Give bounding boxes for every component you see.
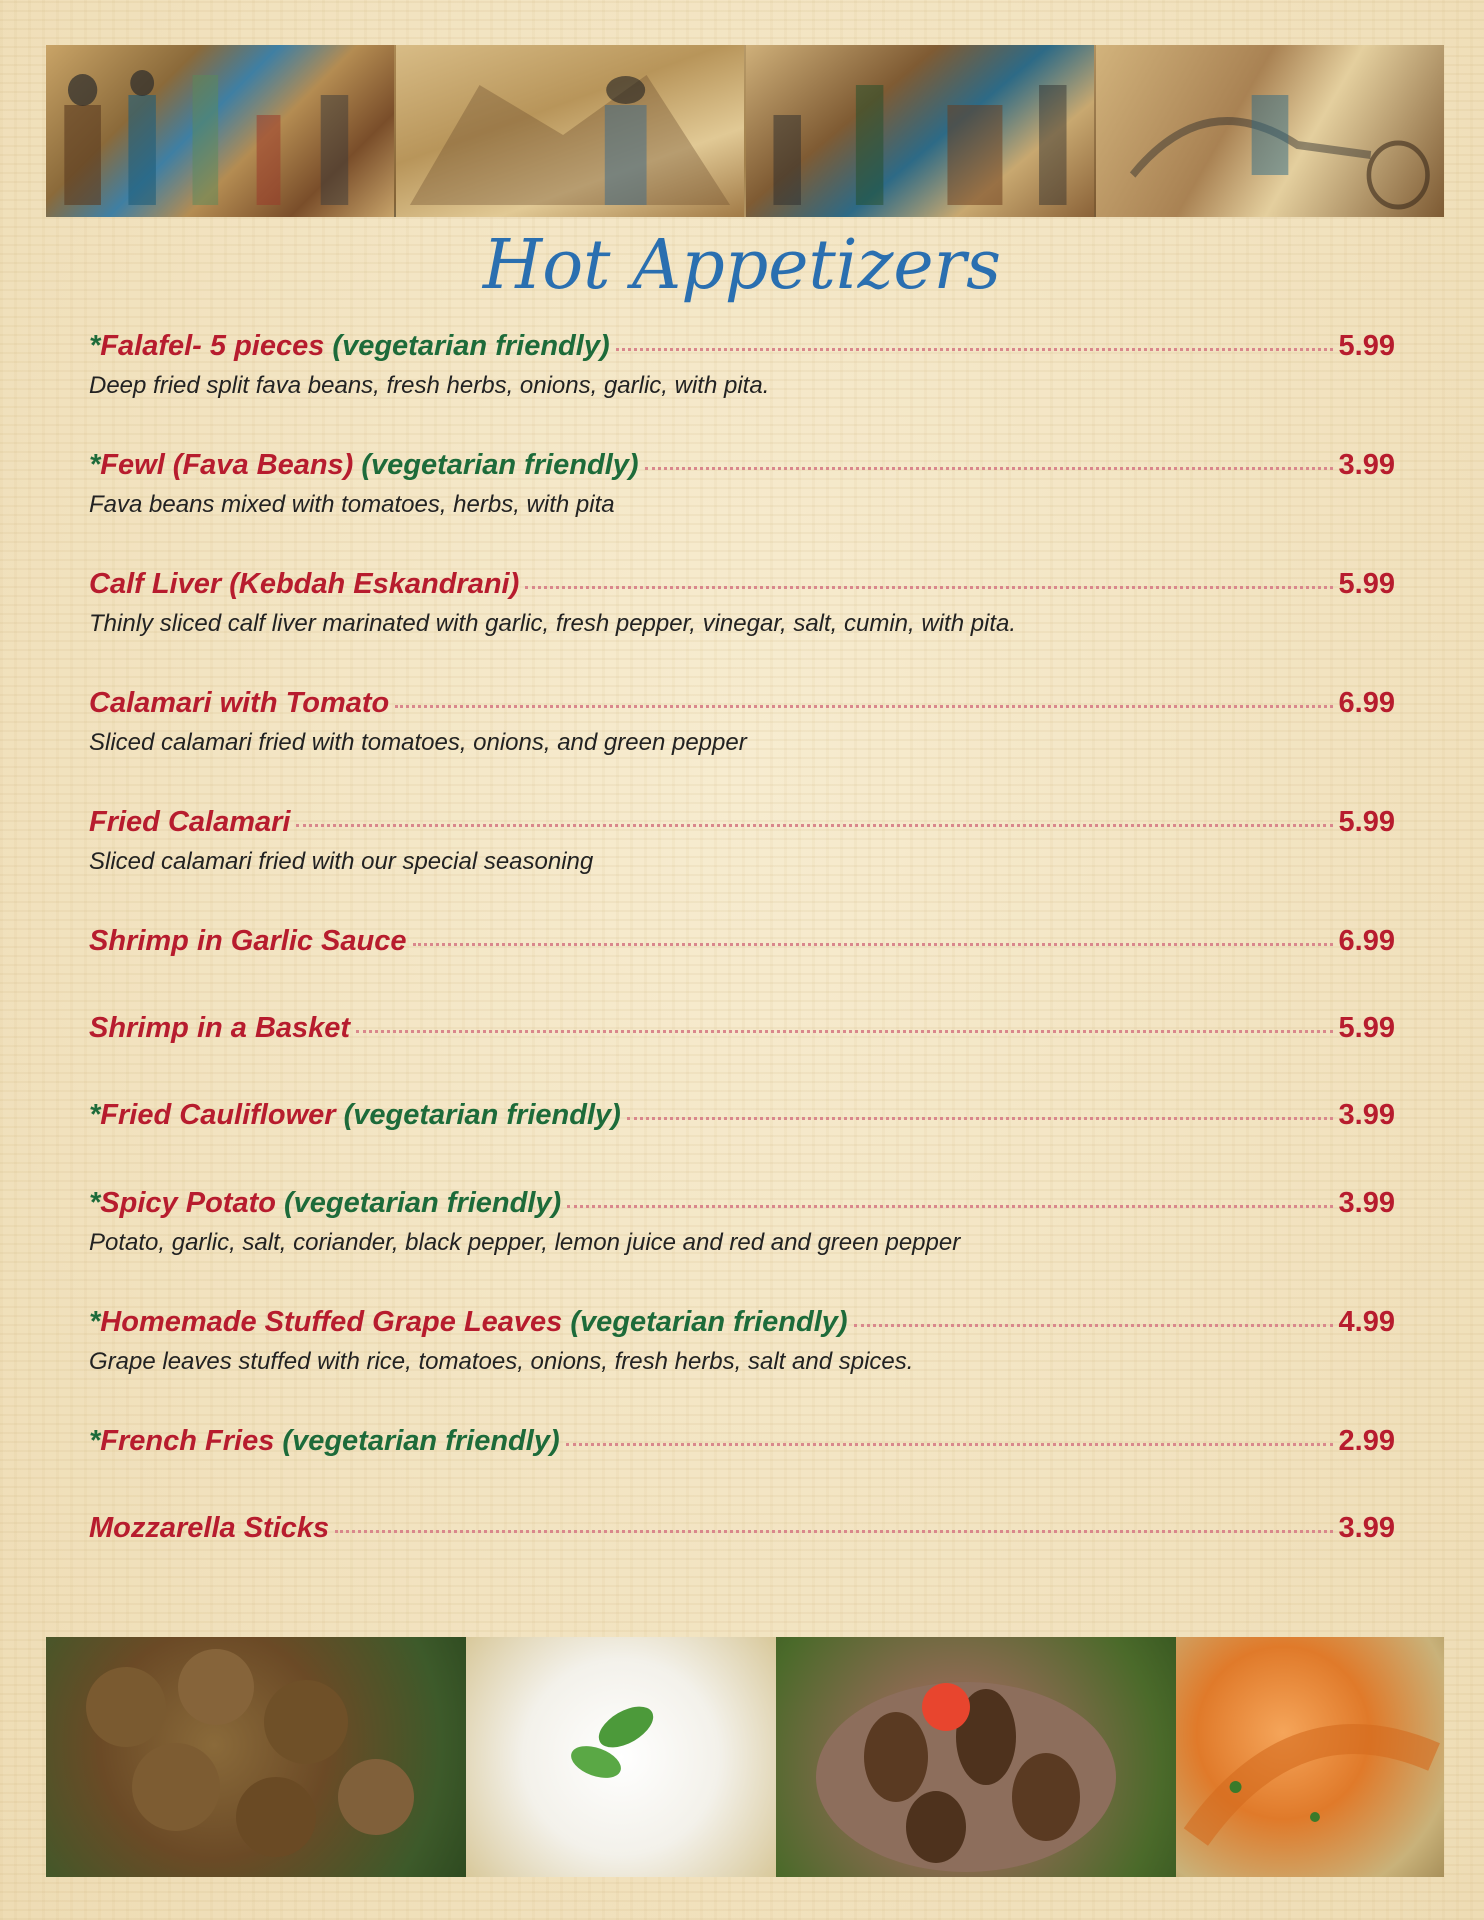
- dot-leader: [854, 1324, 1333, 1327]
- menu-item: [89, 330, 1395, 400]
- item-name: Homemade Stuffed Grape Leaves: [100, 1306, 563, 1338]
- dot-leader: [413, 943, 1333, 946]
- menu-item: [89, 449, 1395, 519]
- item-price: 6.99: [1338, 925, 1395, 957]
- dot-leader: [627, 1117, 1333, 1120]
- item-name: Calamari with Tomato: [89, 687, 390, 719]
- veg-label: (vegetarian friendly): [274, 1425, 560, 1457]
- item-description: Fava beans mixed with tomatoes, herbs, with pita: [89, 491, 615, 518]
- page-title: Hot Appetizers: [482, 226, 1002, 305]
- dot-leader: [525, 586, 1332, 589]
- chariot-scene-art: [1096, 45, 1444, 217]
- menu-item: [89, 925, 1395, 965]
- kibbeh-photo: [776, 1637, 1176, 1877]
- item-name: Shrimp in a Basket: [89, 1012, 351, 1044]
- item-name: Calf Liver (Kebdah Eskandrani): [89, 568, 520, 600]
- item-price: 3.99: [1338, 1512, 1395, 1544]
- mint-leaf-art: [466, 1637, 776, 1877]
- dot-leader: [645, 467, 1333, 470]
- throne-scene-art: [746, 45, 1094, 217]
- item-price: 5.99: [1338, 1012, 1395, 1044]
- item-description: Grape leaves stuffed with rice, tomatoes, onions, fresh herbs, salt and spices.: [89, 1348, 914, 1375]
- veg-label: (vegetarian friendly): [562, 1306, 848, 1338]
- menu-item: [89, 1512, 1395, 1552]
- veg-star: *: [89, 1187, 101, 1219]
- item-price: 3.99: [1338, 1187, 1395, 1219]
- veg-star: *: [89, 1306, 101, 1338]
- item-price: 4.99: [1338, 1306, 1395, 1338]
- menu-item: [89, 1099, 1395, 1139]
- item-price: 3.99: [1338, 449, 1395, 481]
- veg-star: *: [89, 449, 101, 481]
- veg-label: (vegetarian friendly): [324, 330, 610, 362]
- papyrus-panel: [46, 45, 396, 217]
- item-price: 2.99: [1338, 1425, 1395, 1457]
- dot-leader: [395, 705, 1332, 708]
- papyrus-panel: [396, 45, 746, 217]
- item-description: Potato, garlic, salt, coriander, black pepper, lemon juice and red and green pepper: [89, 1229, 961, 1256]
- item-name: French Fries: [100, 1425, 275, 1457]
- veg-label: (vegetarian friendly): [335, 1099, 621, 1131]
- menu-item: [89, 568, 1395, 638]
- item-name: Spicy Potato: [100, 1187, 276, 1219]
- dot-leader: [335, 1530, 1332, 1533]
- dot-leader: [616, 348, 1333, 351]
- winged-goddess-art: [396, 45, 744, 217]
- veg-star: *: [89, 330, 101, 362]
- falafel-photo: [46, 1637, 466, 1877]
- falafel-art: [46, 1637, 466, 1877]
- item-description: Deep fried split fava beans, fresh herbs, onions, garlic, with pita.: [89, 372, 770, 399]
- veg-star: *: [89, 1425, 101, 1457]
- item-description: Sliced calamari fried with our special seasoning: [89, 848, 594, 875]
- papyrus-banner: [46, 45, 1444, 217]
- stew-art: [1176, 1637, 1444, 1877]
- item-description: Sliced calamari fried with tomatoes, onions, and green pepper: [89, 729, 747, 756]
- stew-photo: [1176, 1637, 1444, 1877]
- veg-star: *: [89, 1099, 101, 1131]
- menu-item: [89, 1012, 1395, 1052]
- item-name: Shrimp in Garlic Sauce: [89, 925, 407, 957]
- item-price: 5.99: [1338, 330, 1395, 362]
- veg-label: (vegetarian friendly): [353, 449, 639, 481]
- menu-item: [89, 1425, 1395, 1465]
- item-price: 5.99: [1338, 806, 1395, 838]
- item-price: 3.99: [1338, 1099, 1395, 1131]
- menu-item: [89, 806, 1395, 876]
- dot-leader: [567, 1205, 1332, 1208]
- dot-leader: [296, 824, 1332, 827]
- item-name: Falafel- 5 pieces: [100, 330, 325, 362]
- papyrus-panel: [1096, 45, 1444, 217]
- kibbeh-art: [776, 1637, 1176, 1877]
- menu-item: [89, 1187, 1395, 1257]
- menu-item: [89, 1306, 1395, 1376]
- item-price: 6.99: [1338, 687, 1395, 719]
- veg-label: (vegetarian friendly): [275, 1187, 562, 1219]
- item-price: 5.99: [1338, 568, 1395, 600]
- dot-leader: [356, 1030, 1332, 1033]
- seated-figures-art: [46, 45, 394, 217]
- item-name: Mozzarella Sticks: [89, 1512, 330, 1544]
- menu-item: [89, 687, 1395, 757]
- item-name: Fried Calamari: [89, 806, 291, 838]
- labneh-photo: [466, 1637, 776, 1877]
- item-description: Thinly sliced calf liver marinated with garlic, fresh pepper, vinegar, salt, cumin, with pita.: [89, 610, 1017, 637]
- item-name: Fried Cauliflower: [100, 1099, 336, 1131]
- papyrus-panel: [746, 45, 1096, 217]
- food-photo-banner: [46, 1637, 1444, 1877]
- dot-leader: [566, 1443, 1333, 1446]
- item-name: Fewl (Fava Beans): [100, 449, 354, 481]
